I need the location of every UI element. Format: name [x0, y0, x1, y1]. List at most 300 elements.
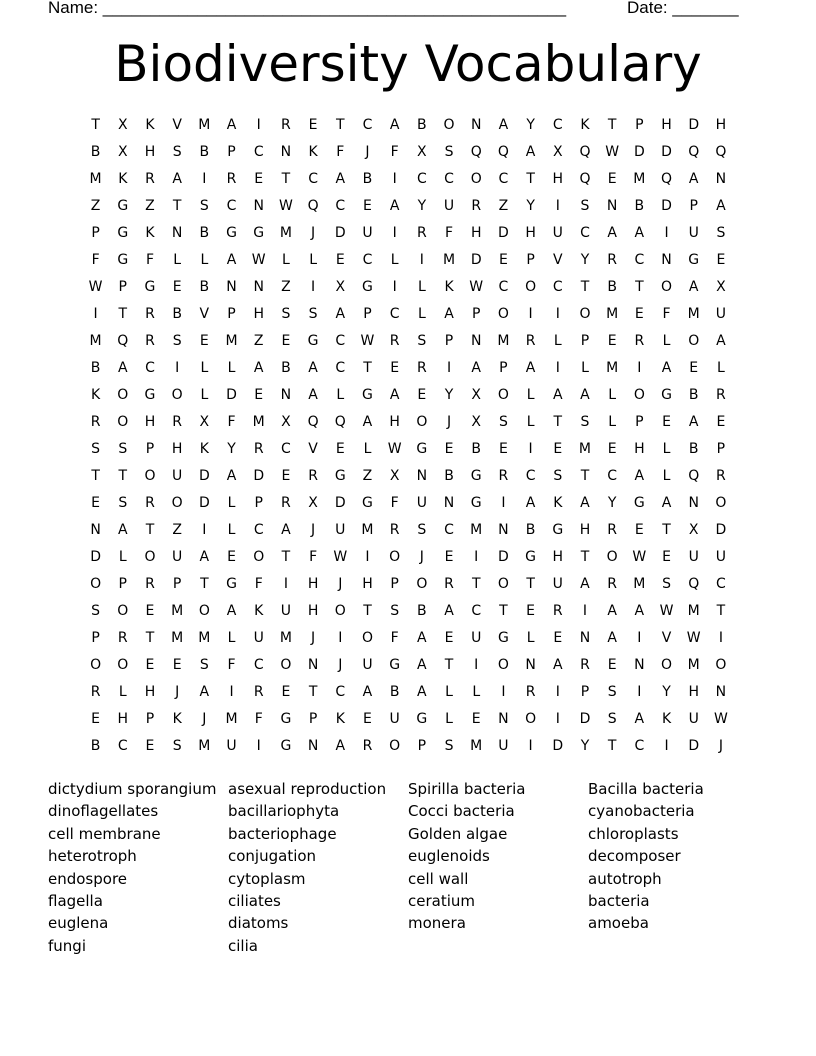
grid-letter: A — [389, 198, 400, 214]
grid-letter: L — [417, 306, 426, 322]
grid-letter: E — [498, 441, 508, 457]
grid-letter: C — [389, 306, 400, 322]
grid-letter: N — [470, 117, 482, 133]
grid-letter: I — [528, 441, 533, 457]
grid-letter: K — [145, 117, 155, 133]
grid-letter: N — [416, 468, 428, 484]
grid-letter: G — [253, 225, 265, 241]
grid-letter: I — [419, 252, 424, 268]
grid-letter: Z — [145, 198, 155, 214]
grid-letter: W — [469, 279, 484, 295]
header — [48, 0, 748, 19]
grid-letter: M — [89, 171, 102, 187]
grid-letter: B — [199, 225, 210, 241]
grid-letter: Q — [688, 468, 700, 484]
grid-letter: R — [145, 576, 155, 592]
grid-letter: L — [608, 414, 617, 430]
grid-letter: E — [662, 414, 671, 430]
grid-letter: E — [471, 711, 481, 727]
grid-letter: P — [635, 414, 644, 430]
grid-letter: P — [172, 576, 182, 592]
grid-letter: F — [390, 144, 399, 160]
grid-letter: D — [661, 198, 672, 214]
grid-letter: P — [444, 333, 454, 349]
grid-letter: A — [525, 144, 536, 160]
grid-letter: T — [553, 414, 563, 430]
grid-letter: L — [553, 333, 562, 349]
grid-letter: Q — [470, 144, 482, 160]
grid-letter: T — [118, 468, 128, 484]
grid-letter: T — [336, 117, 345, 133]
grid-letter: G — [362, 495, 373, 511]
grid-letter: A — [471, 360, 481, 376]
word-item: Bacilla bacteria — [588, 780, 704, 798]
grid-letter: G — [470, 468, 482, 484]
grid-letter: A — [634, 603, 645, 619]
grid-letter: N — [307, 738, 319, 754]
grid-letter: J — [446, 414, 452, 430]
grid-letter: A — [552, 657, 563, 673]
grid-letter: W — [605, 144, 620, 160]
word-search-grid — [82, 112, 742, 760]
grid-letter: E — [607, 441, 617, 457]
grid-letter: H — [552, 171, 564, 187]
grid-letter: S — [199, 657, 209, 673]
grid-letter: M — [279, 630, 292, 646]
grid-letter: G — [525, 549, 537, 565]
grid-letter: F — [662, 306, 671, 322]
word-item: cytoplasm — [228, 869, 306, 888]
grid-letter: G — [416, 441, 428, 457]
word-item: amoeba — [588, 914, 649, 933]
grid-letter: E — [417, 387, 427, 403]
grid-letter: N — [253, 279, 264, 295]
grid-letter: E — [91, 495, 101, 511]
grid-letter: E — [335, 441, 345, 457]
grid-letter: L — [227, 522, 236, 538]
grid-letter: C — [117, 738, 128, 754]
grid-letter: R — [362, 738, 373, 754]
grid-row — [82, 166, 742, 193]
grid-letter: A — [308, 387, 318, 403]
grid-letter: U — [362, 225, 373, 241]
grid-letter: R — [634, 333, 645, 349]
grid-letter: E — [662, 549, 671, 565]
word-item: endospore — [48, 869, 128, 888]
grid-letter: U — [715, 306, 727, 322]
grid-letter: A — [716, 198, 726, 214]
grid-letter: A — [335, 738, 346, 754]
grid-letter: C — [226, 198, 237, 214]
grid-letter: E — [498, 252, 508, 268]
grid-letter: G — [226, 576, 237, 592]
grid-letter: F — [445, 225, 454, 241]
grid-letter: O — [688, 333, 700, 349]
grid-letter: Y — [607, 495, 617, 511]
grid-letter: B — [90, 360, 101, 376]
grid-letter: G — [144, 279, 156, 295]
grid-letter: A — [389, 387, 400, 403]
grid-letter: E — [444, 549, 454, 565]
grid-letter: F — [145, 252, 154, 268]
grid-letter: T — [526, 171, 535, 187]
grid-letter: E — [716, 414, 726, 430]
grid-letter: F — [227, 414, 236, 430]
grid-letter: J — [202, 711, 207, 727]
grid-row — [82, 328, 742, 355]
word-item: conjugation — [228, 847, 317, 866]
grid-letter: I — [664, 738, 669, 754]
grid-letter: B — [362, 171, 373, 187]
grid-letter: E — [172, 657, 182, 673]
grid-letter: R — [716, 468, 726, 484]
word-item: Spirilla bacteria — [408, 780, 526, 798]
grid-letter: R — [281, 495, 291, 511]
grid-letter: G — [633, 495, 645, 511]
grid-letter: O — [117, 603, 129, 619]
grid-letter: X — [716, 279, 726, 295]
grid-letter: U — [172, 549, 183, 565]
grid-letter: O — [661, 657, 673, 673]
grid-row — [82, 706, 742, 733]
grid-row — [82, 436, 742, 463]
word-column — [228, 778, 413, 957]
grid-letter: G — [416, 711, 428, 727]
grid-letter: S — [172, 333, 182, 349]
grid-letter: T — [607, 117, 617, 133]
grid-letter: E — [607, 333, 617, 349]
grid-letter: T — [635, 279, 644, 295]
grid-letter: X — [417, 144, 427, 160]
word-item: chloroplasts — [588, 824, 679, 843]
grid-letter: B — [281, 360, 291, 376]
grid-letter: S — [199, 198, 209, 214]
grid-letter: P — [526, 252, 535, 268]
grid-letter: M — [442, 252, 456, 268]
grid-letter: O — [361, 630, 373, 646]
grid-letter: O — [443, 117, 455, 133]
grid-letter: Q — [497, 144, 509, 160]
grid-letter: I — [528, 306, 533, 322]
grid-letter: D — [226, 387, 237, 403]
grid-letter: A — [362, 414, 373, 430]
grid-letter: O — [497, 306, 509, 322]
grid-letter: F — [227, 657, 236, 673]
word-item: heterotroph — [48, 847, 137, 866]
word-item: diatoms — [228, 914, 289, 933]
grid-letter: U — [552, 576, 563, 592]
grid-letter: I — [365, 549, 370, 565]
grid-letter: Q — [688, 144, 700, 160]
grid-letter: I — [202, 171, 207, 187]
grid-letter: L — [363, 441, 372, 457]
grid-letter: Z — [172, 522, 182, 538]
grid-letter: O — [171, 495, 183, 511]
grid-letter: E — [145, 657, 155, 673]
grid-letter: P — [118, 576, 127, 592]
grid-letter: C — [525, 468, 536, 484]
grid-letter: R — [145, 495, 155, 511]
grid-letter: Q — [688, 576, 700, 592]
grid-letter: A — [417, 684, 427, 700]
grid-letter: O — [661, 279, 673, 295]
grid-letter: C — [362, 252, 373, 268]
grid-letter: S — [553, 468, 563, 484]
grid-letter: I — [582, 603, 588, 619]
grid-letter: T — [91, 468, 100, 484]
grid-letter: A — [580, 495, 590, 511]
grid-letter: C — [335, 684, 346, 700]
grid-letter: S — [91, 603, 101, 619]
grid-letter: J — [365, 144, 370, 160]
grid-letter: J — [718, 738, 723, 754]
grid-letter: M — [470, 738, 483, 754]
grid-letter: L — [200, 360, 209, 376]
word-item: bacillariophyta — [228, 802, 340, 821]
grid-letter: N — [525, 657, 536, 673]
grid-letter: H — [715, 117, 727, 133]
grid-letter: K — [308, 144, 318, 160]
grid-letter: L — [336, 387, 345, 403]
grid-letter: O — [715, 495, 727, 511]
grid-letter: O — [117, 657, 129, 673]
grid-letter: N — [715, 171, 727, 187]
grid-letter: Z — [253, 333, 264, 349]
grid-letter: H — [470, 225, 482, 241]
word-item: ceratium — [408, 891, 476, 910]
grid-letter: O — [579, 306, 591, 322]
grid-letter: A — [580, 387, 590, 403]
grid-letter: A — [716, 333, 726, 349]
grid-letter: Z — [90, 198, 101, 214]
grid-letter: C — [471, 603, 482, 619]
grid-letter: T — [580, 468, 590, 484]
grid-letter: E — [199, 333, 209, 349]
grid-letter: X — [117, 144, 128, 160]
grid-letter: R — [145, 171, 155, 187]
grid-letter: O — [525, 711, 537, 727]
grid-letter: A — [117, 360, 128, 376]
grid-letter: S — [417, 522, 427, 538]
grid-letter: A — [444, 603, 454, 619]
grid-letter: A — [199, 549, 210, 565]
grid-letter: A — [335, 171, 346, 187]
grid-letter: N — [715, 684, 727, 700]
grid-letter: W — [88, 279, 103, 295]
grid-letter: E — [281, 333, 291, 349]
grid-letter: S — [607, 684, 617, 700]
grid-letter: Y — [580, 738, 590, 754]
grid-letter: I — [555, 684, 560, 700]
grid-letter: A — [281, 522, 291, 538]
grid-letter: P — [580, 333, 590, 349]
grid-letter: F — [254, 576, 263, 592]
grid-letter: K — [553, 495, 563, 511]
grid-letter: N — [498, 711, 509, 727]
grid-letter: B — [199, 279, 210, 295]
word-item: autotroph — [588, 869, 662, 888]
grid-letter: M — [198, 117, 211, 133]
grid-letter: X — [335, 279, 346, 295]
grid-letter: E — [607, 171, 617, 187]
grid-letter: C — [634, 252, 645, 268]
grid-letter: G — [117, 225, 129, 241]
grid-letter: C — [444, 171, 454, 187]
grid-letter: T — [471, 576, 481, 592]
grid-row — [82, 274, 742, 301]
grid-letter: T — [91, 117, 100, 133]
grid-letter: L — [608, 387, 617, 403]
grid-letter: V — [199, 306, 210, 322]
grid-letter: L — [227, 360, 236, 376]
grid-letter: R — [498, 468, 509, 484]
grid-letter: B — [444, 468, 454, 484]
grid-letter: H — [362, 576, 373, 592]
grid-letter: R — [253, 441, 264, 457]
grid-letter: Q — [307, 198, 319, 214]
grid-letter: Q — [307, 414, 319, 430]
grid-letter: P — [91, 225, 100, 241]
grid-letter: Q — [579, 144, 591, 160]
grid-letter: A — [444, 306, 454, 322]
grid-letter: N — [470, 333, 482, 349]
grid-letter: B — [525, 522, 536, 538]
grid-letter: M — [225, 711, 238, 727]
grid-letter: L — [472, 684, 481, 700]
grid-letter: L — [173, 252, 182, 268]
grid-letter: I — [555, 198, 560, 214]
grid-letter: A — [607, 225, 617, 241]
grid-letter: M — [171, 603, 184, 619]
grid-letter: A — [226, 468, 237, 484]
grid-letter: D — [715, 522, 727, 538]
grid-letter: D — [633, 144, 645, 160]
grid-letter: T — [607, 738, 617, 754]
grid-letter: R — [389, 522, 400, 538]
grid-letter: X — [688, 522, 699, 538]
grid-letter: R — [607, 522, 618, 538]
grid-letter: E — [145, 738, 155, 754]
grid-letter: W — [686, 630, 701, 646]
grid-letter: G — [497, 630, 509, 646]
grid-row — [82, 193, 742, 220]
grid-letter: K — [444, 279, 454, 295]
grid-letter: U — [688, 225, 699, 241]
grid-letter: O — [171, 387, 183, 403]
grid-letter: N — [226, 279, 237, 295]
grid-letter: G — [661, 387, 672, 403]
grid-letter: E — [689, 360, 699, 376]
grid-letter: P — [471, 306, 481, 322]
grid-letter: M — [578, 441, 592, 457]
grid-letter: C — [634, 738, 645, 754]
grid-letter: R — [716, 387, 726, 403]
grid-letter: I — [637, 684, 642, 700]
grid-letter: R — [145, 306, 155, 322]
grid-letter: P — [145, 711, 155, 727]
grid-letter: H — [688, 684, 699, 700]
grid-letter: C — [552, 117, 563, 133]
grid-letter: I — [446, 360, 452, 376]
grid-letter: H — [552, 549, 564, 565]
grid-letter: S — [417, 333, 427, 349]
grid-letter: N — [307, 657, 319, 673]
grid-letter: N — [498, 522, 509, 538]
grid-letter: C — [498, 279, 509, 295]
grid-letter: I — [474, 549, 479, 565]
grid-letter: M — [633, 576, 646, 592]
grid-letter: M — [361, 522, 374, 538]
grid-letter: R — [90, 414, 101, 430]
grid-letter: D — [90, 549, 101, 565]
grid-letter: I — [229, 684, 234, 700]
grid-letter: H — [307, 603, 319, 619]
grid-letter: L — [200, 252, 209, 268]
grid-row — [82, 409, 742, 436]
grid-letter: J — [311, 225, 316, 241]
grid-letter: N — [443, 495, 455, 511]
grid-letter: E — [227, 549, 236, 565]
grid-row — [82, 247, 742, 274]
grid-letter: X — [471, 414, 482, 430]
grid-letter: S — [308, 306, 318, 322]
grid-letter: O — [334, 603, 346, 619]
grid-letter: Q — [117, 333, 129, 349]
grid-letter: G — [117, 198, 129, 214]
grid-letter: E — [634, 522, 644, 538]
grid-letter: B — [90, 144, 101, 160]
grid-letter: M — [606, 306, 619, 322]
grid-letter: D — [470, 252, 482, 268]
grid-letter: R — [471, 198, 482, 214]
word-item: dinoflagellates — [48, 802, 159, 821]
grid-letter: H — [661, 117, 672, 133]
grid-letter: Q — [661, 171, 673, 187]
grid-letter: O — [715, 657, 727, 673]
grid-letter: C — [253, 522, 264, 538]
grid-letter: H — [307, 576, 319, 592]
grid-letter: F — [390, 495, 399, 511]
grid-letter: L — [390, 252, 399, 268]
grid-letter: L — [227, 495, 236, 511]
word-item: euglena — [48, 914, 109, 933]
grid-letter: N — [606, 198, 618, 214]
grid-letter: M — [606, 360, 619, 376]
grid-letter: O — [470, 171, 482, 187]
grid-row — [82, 652, 742, 679]
grid-letter: I — [718, 630, 723, 646]
grid-letter: A — [688, 279, 699, 295]
grid-letter: R — [117, 630, 128, 646]
grid-letter: B — [688, 387, 699, 403]
grid-letter: T — [281, 171, 291, 187]
grid-letter: S — [118, 441, 128, 457]
grid-letter: A — [417, 630, 427, 646]
grid-letter: O — [117, 414, 129, 430]
grid-letter: H — [525, 225, 536, 241]
grid-letter: T — [145, 522, 155, 538]
grid-letter: U — [471, 630, 482, 646]
grid-letter: C — [335, 360, 346, 376]
grid-letter: P — [716, 441, 726, 457]
grid-letter: I — [501, 684, 506, 700]
grid-letter: E — [335, 252, 345, 268]
grid-letter: G — [552, 522, 564, 538]
grid-row — [82, 463, 742, 490]
grid-letter: H — [253, 306, 264, 322]
grid-row — [82, 679, 742, 706]
date-field-label: Date: _______ — [627, 0, 739, 17]
